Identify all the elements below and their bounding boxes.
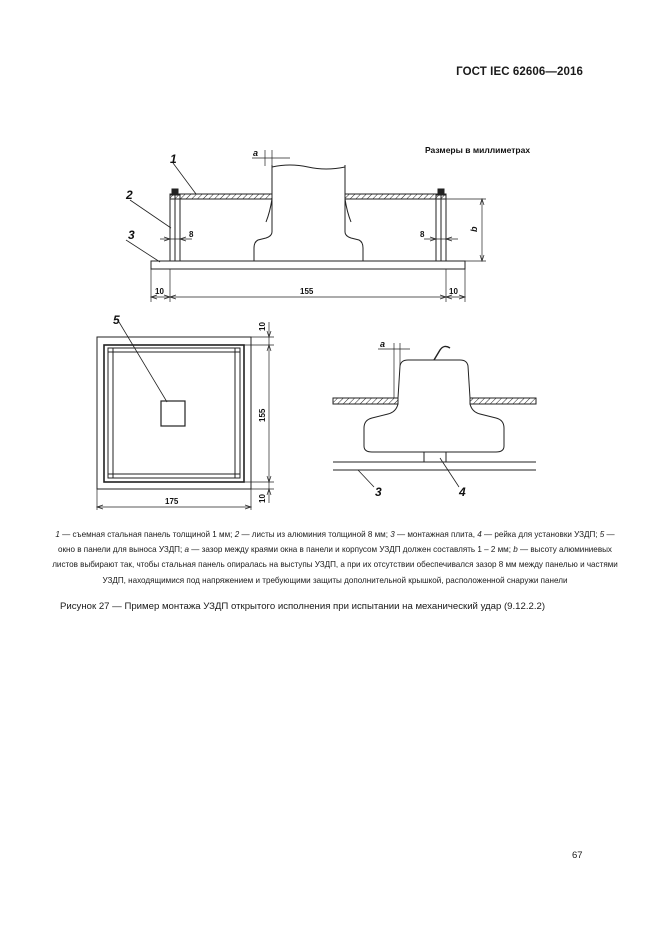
callout-5: 5 xyxy=(113,313,120,327)
note-2-num: 2 xyxy=(234,530,240,539)
detail-rcd-body xyxy=(364,404,504,452)
steel-panel-right xyxy=(345,194,446,199)
dim-thickness-right: 8 xyxy=(420,230,425,239)
section-view xyxy=(126,150,486,302)
note-5-num: 5 xyxy=(599,530,605,539)
detail-view xyxy=(333,343,536,487)
dim-detail-gap-a: а xyxy=(380,339,386,349)
dim-thickness-left: 8 xyxy=(189,230,194,239)
dim-span-width: 155 xyxy=(300,287,314,296)
note-4-text: рейка для установки УЗДП; xyxy=(494,530,598,539)
detail-panel-right xyxy=(470,398,536,404)
dim-plan-bottom-margin: 10 xyxy=(258,494,267,503)
standard-header: ГОСТ IEC 62606—2016 xyxy=(456,66,583,78)
callout-4: 4 xyxy=(459,485,466,499)
note-3-num: 3 xyxy=(390,530,395,539)
detail-rcd-top xyxy=(398,360,470,398)
callout-2: 2 xyxy=(126,188,133,202)
din-rail xyxy=(424,452,446,462)
figure-legend: 1 — съемная стальная панель толщиной 1 мм; 2 — листы из алюминия толщиной 8 мм; 3 — монтажная плита, 4 — рейка для установки УЗДП; 5 — окно в панели для выноса УЗДП; а — зазор между краями окна в панели и корпусом УЗДП должен составлять 1 – 2 мм; b — высоту алюминиевых листов выбирают так, чтобы стальная панель опиралась на выступы УЗДП, а при их отсутствии обеспечивался зазор 8 мм между панелью и частями УЗДП, находящимися под напряжением и требующими защиты дополнительной крышкой, расположенной снаружи панели xyxy=(52,530,618,585)
panel-window xyxy=(161,401,185,426)
dim-plan-top-margin: 10 xyxy=(258,322,267,331)
callout-3-detail: 3 xyxy=(375,485,382,499)
note-b-text: высоту алюминиевых листов выбирают так, чтобы стальная панель опиралась на выступы УЗДП, а при их отсутствии обеспечивался зазор 8 мм между панелью и частями УЗДП, находящимися под напряжением и требующими защиты дополнительной крышкой, расположенной снаружи панели xyxy=(52,545,618,585)
units-note: Размеры в миллиметрах xyxy=(425,145,531,155)
callout-1: 1 xyxy=(170,152,177,166)
steel-panel-left xyxy=(170,194,272,199)
dim-plan-width: 175 xyxy=(165,497,179,506)
callout-3: 3 xyxy=(128,228,135,242)
dim-height-b: b xyxy=(469,226,479,232)
detail-panel-left xyxy=(333,398,398,404)
note-5-text: окно в панели для выноса УЗДП; xyxy=(58,545,183,555)
figure-title: Рисунок 27 — Пример монтажа УЗДП открытого исполнения при испытании на механический удар (9.12.2.2) xyxy=(60,601,546,612)
plan-panel xyxy=(104,345,244,482)
note-2-text: листы из алюминия толщиной 8 мм; xyxy=(251,530,388,539)
dim-margin-right: 10 xyxy=(449,287,458,296)
page-number: 67 xyxy=(572,850,583,861)
note-4-num: 4 xyxy=(477,530,482,539)
dim-plan-height: 155 xyxy=(258,408,267,422)
plan-mounting-plate xyxy=(97,337,251,489)
mounting-plate xyxy=(151,261,465,269)
note-a-sym: а xyxy=(184,545,190,555)
dim-gap-a: а xyxy=(253,148,259,158)
note-b-sym: b xyxy=(513,545,518,555)
note-a-text: зазор между краями окна в панели и корпусом УЗДП должен составлять 1 – 2 мм; xyxy=(201,545,511,555)
note-1-text: съемная стальная панель толщиной 1 мм; xyxy=(72,530,233,539)
note-1-num: 1 xyxy=(55,530,60,539)
plan-view xyxy=(97,322,274,510)
note-3-text: монтажная плита, xyxy=(407,530,475,539)
dim-margin-left: 10 xyxy=(155,287,164,296)
